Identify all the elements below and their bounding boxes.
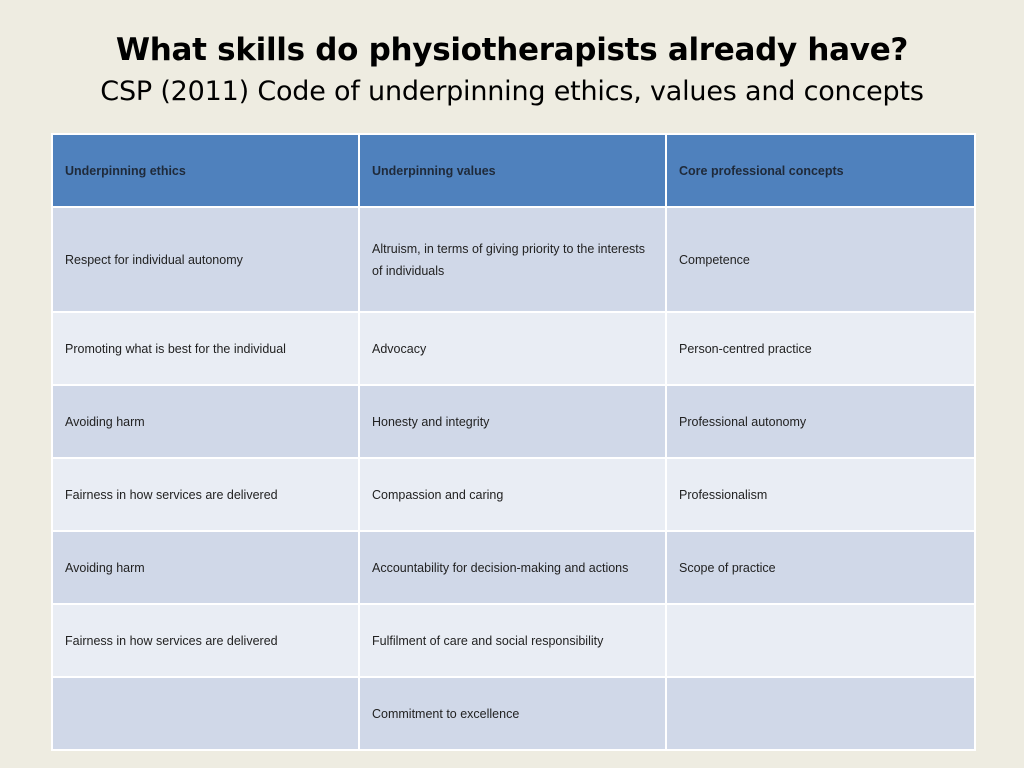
table-cell-ethics [52, 458, 359, 531]
table-cell-concepts [666, 604, 975, 677]
table-row [52, 312, 975, 385]
table-cell-concepts [666, 458, 975, 531]
table-row [52, 207, 975, 312]
slide-subtitle: CSP (2011) Code of underpinning ethics, values and concepts [100, 76, 924, 107]
table-cell-ethics [52, 531, 359, 604]
cell-text: Commitment to excellence [372, 706, 520, 721]
cell-text: Professionalism [679, 487, 768, 502]
table-cell-concepts [666, 312, 975, 385]
cell-text: Avoiding harm [65, 414, 145, 429]
table-cell-ethics [52, 207, 359, 312]
cell-text: Person-centred practice [679, 341, 812, 356]
cell-text: Respect for individual autonomy [65, 252, 243, 267]
table-row [52, 604, 975, 677]
header-core-professional-concepts: Core professional concepts [666, 134, 975, 207]
table-cell-values [359, 385, 666, 458]
cell-text: Honesty and integrity [372, 414, 490, 429]
table-row [52, 677, 975, 750]
table-cell-values [359, 312, 666, 385]
table-cell-concepts [666, 677, 975, 750]
slide-title-block [0, 28, 1024, 112]
cell-text: Compassion and caring [372, 487, 504, 502]
table-row [52, 385, 975, 458]
table-row [52, 531, 975, 604]
cell-text: Fairness in how services are delivered [65, 633, 278, 648]
ethics-values-table [51, 133, 976, 751]
ethics-table-container [51, 133, 974, 751]
cell-text: Advocacy [372, 341, 427, 356]
table-cell-concepts [666, 385, 975, 458]
cell-text: Scope of practice [679, 560, 776, 575]
cell-text: Promoting what is best for the individual [65, 341, 286, 356]
slide-title: What skills do physiotherapists already have? [115, 32, 909, 68]
cell-text: Avoiding harm [65, 560, 145, 575]
cell-text: Professional autonomy [679, 414, 807, 429]
cell-text: Competence [679, 252, 750, 267]
header-underpinning-values: Underpinning values [359, 134, 666, 207]
table-cell-values [359, 531, 666, 604]
table-cell-ethics [52, 312, 359, 385]
header-underpinning-ethics: Underpinning ethics [52, 134, 359, 207]
table-header-row [52, 134, 975, 207]
table-row [52, 458, 975, 531]
table-cell-values [359, 207, 666, 312]
table-cell-concepts [666, 531, 975, 604]
table-cell-ethics [52, 677, 359, 750]
table-cell-concepts [666, 207, 975, 312]
table-cell-ethics [52, 385, 359, 458]
cell-text: Fulfilment of care and social responsibility [372, 633, 604, 648]
cell-text: Accountability for decision-making and actions [372, 560, 629, 575]
table-cell-values [359, 677, 666, 750]
cell-text: Fairness in how services are delivered [65, 487, 278, 502]
table-cell-ethics [52, 604, 359, 677]
table-cell-values [359, 458, 666, 531]
table-cell-values [359, 604, 666, 677]
cell-text: Altruism, in terms of giving priority to the interests of individuals [372, 241, 646, 278]
